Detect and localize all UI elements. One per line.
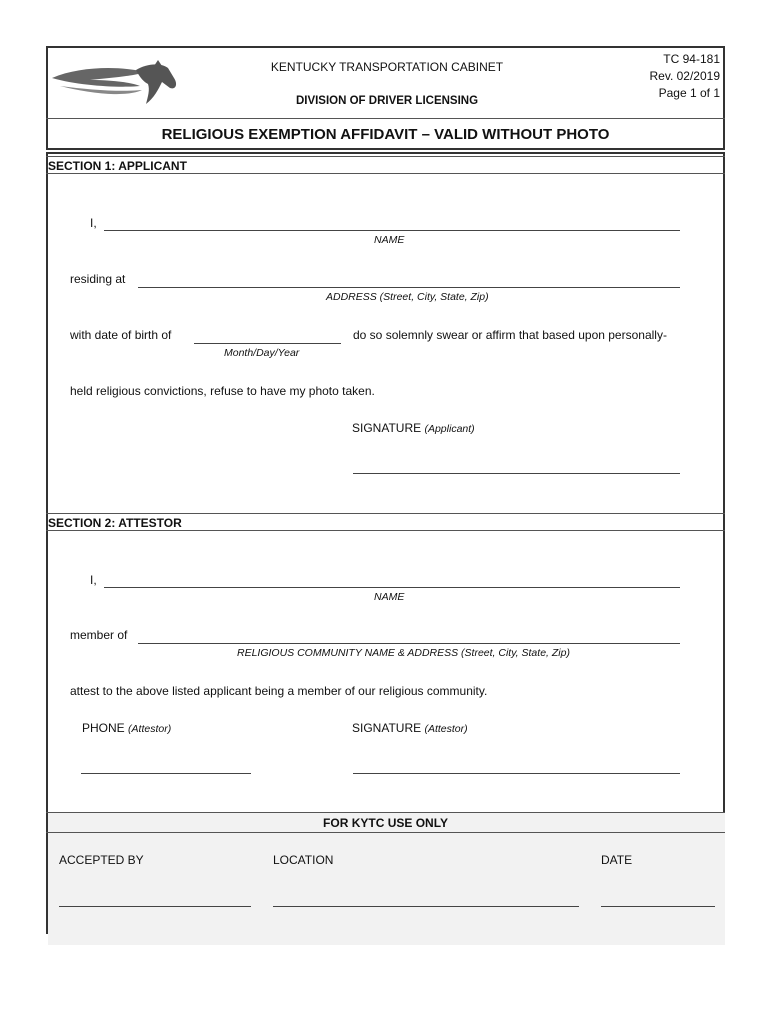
date-label: DATE — [601, 853, 633, 867]
location-field[interactable] — [273, 906, 579, 907]
convictions-text: held religious convictions, refuse to have my photo taken. — [70, 384, 375, 398]
office-use-top-rule — [46, 812, 725, 813]
attestor-name-caption: NAME — [374, 591, 405, 603]
section1-header — [46, 156, 725, 174]
dob-caption: Month/Day/Year — [224, 347, 300, 359]
dob-label: with date of birth of — [70, 328, 172, 342]
member-of-label: member of — [70, 628, 128, 642]
accepted-by-field[interactable] — [59, 906, 251, 907]
section1-heading: SECTION 1: APPLICANT — [48, 159, 187, 173]
community-field[interactable] — [138, 643, 680, 644]
section2-i-label: I, — [90, 573, 97, 587]
attestor-phone-field[interactable] — [81, 773, 251, 774]
form-revision: Rev. 02/2019 — [649, 69, 720, 83]
kytc-horse-logo-icon — [50, 60, 180, 106]
section2-heading: SECTION 2: ATTESTOR — [48, 516, 182, 530]
residing-label: residing at — [70, 272, 126, 286]
dob-field[interactable] — [194, 343, 341, 344]
accepted-by-label: ACCEPTED BY — [59, 853, 144, 867]
applicant-signature-label-text: SIGNATURE — [352, 421, 422, 435]
applicant-signature-field[interactable] — [353, 473, 680, 474]
agency-name: KENTUCKY TRANSPORTATION CABINET — [270, 60, 504, 74]
attestor-phone-label-text: PHONE — [82, 721, 125, 735]
attestor-name-field[interactable] — [104, 587, 680, 588]
attestor-signature-label-text: SIGNATURE — [352, 721, 422, 735]
attestor-signature-qualifier: (Attestor) — [424, 723, 468, 735]
applicant-name-caption: NAME — [374, 234, 405, 246]
office-use-heading-rule — [46, 832, 725, 833]
division-name: DIVISION OF DRIVER LICENSING — [295, 95, 479, 107]
attestor-signature-label — [352, 721, 468, 735]
community-caption: RELIGIOUS COMMUNITY NAME & ADDRESS (Street, City, State, Zip) — [237, 647, 570, 659]
office-use-heading: FOR KYTC USE ONLY — [323, 816, 448, 830]
applicant-name-field[interactable] — [104, 230, 680, 231]
section1-i-label: I, — [90, 216, 97, 230]
applicant-address-field[interactable] — [138, 287, 680, 288]
section2-header — [46, 513, 725, 531]
form-title: RELIGIOUS EXEMPTION AFFIDAVIT – VALID WITHOUT PHOTO — [161, 126, 610, 143]
swear-text: do so solemnly swear or affirm that based upon personally- — [353, 328, 667, 342]
attestor-signature-field[interactable] — [353, 773, 680, 774]
location-label: LOCATION — [273, 853, 334, 867]
applicant-address-caption: ADDRESS (Street, City, State, Zip) — [326, 291, 489, 303]
applicant-signature-qualifier: (Applicant) — [424, 423, 475, 435]
applicant-signature-label — [352, 421, 475, 435]
attestor-phone-qualifier: (Attestor) — [128, 723, 172, 735]
title-divider — [46, 118, 725, 119]
attest-text: attest to the above listed applicant being a member of our religious community. — [70, 684, 488, 698]
attestor-phone-label — [82, 721, 171, 735]
date-field[interactable] — [601, 906, 715, 907]
form-number: TC 94-181 — [663, 52, 720, 66]
page-number: Page 1 of 1 — [658, 86, 720, 100]
